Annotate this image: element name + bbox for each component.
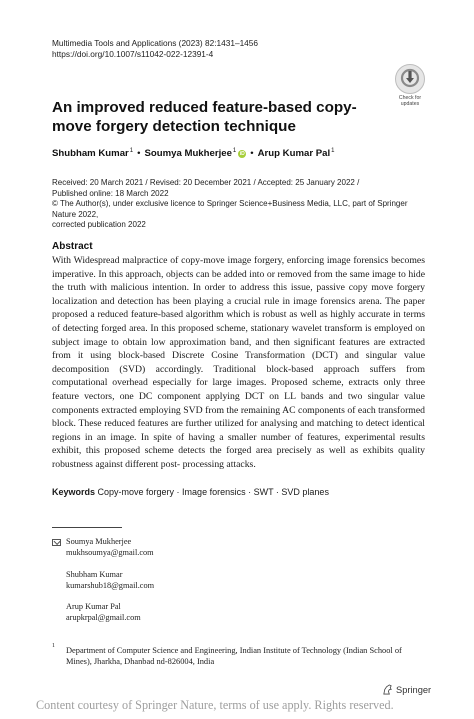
abstract-heading: Abstract: [52, 241, 93, 252]
contact-block: [66, 537, 154, 559]
author-list: Shubham Kumar $^1$ • Soumya Mukherjee $^1$ iD • Arup Kumar Pal $^1$: [52, 147, 335, 159]
badge-line-1: Check for: [398, 95, 422, 101]
doi-link[interactable]: https://doi.org/10.1007/s11042-022-12391-4: [52, 48, 214, 59]
contact-email[interactable]: arupkrpal@gmail.com: [66, 612, 141, 622]
affiliation-number: 1: [52, 643, 55, 649]
contact-name: Arup Kumar Pal: [66, 602, 121, 611]
author-name[interactable]: Arup Kumar Pal: [257, 148, 331, 159]
abstract-text: With Widespread malpractice of copy-move image forgery, enforcing image forensics becomes imperative. In this approach, objects can be added into or removed from the same image to hide the truth with malicious intention. In order to address this issue, passive copy move forgery localization and detection has been playing a crucial rule in image forensics arena. The paper proposed a reduced feature-based algorithm which is robust as well as highly accurate in terms of detecting forged area. In this proposed scheme, stationary wavelet transform is employed on subject image to obtain low approximation band, and then significant features are extracted from it using block-based Discrete Cosine Transformation (DCT) and singular value decomposition (SVD) accordingly. Traditional block-based approach suffers from computational overhead especially for large images. Proposed scheme, extracts only three feature vectors, one DC component applying DCT on LL bands and two singular value components extracted employing SVD from the remaining AC components of each transformed block. These reduced features are further utilized for analysing and matching to detect identical regions in an image. In spite of having a smaller number of features, experimental results exhibit, this proposed scheme detects the forged area precisely as well as exhibits quality robustness against different post- processing attacks.: [52, 255, 425, 470]
footnote-divider: [52, 527, 122, 528]
copyright-line: corrected publication 2022: [52, 220, 146, 229]
check-for-updates-icon: [395, 64, 425, 94]
courtesy-footer: Content courtesy of Springer Nature, terms of use apply. Rights reserved.: [36, 698, 394, 712]
keywords-list: Copy-move forgery · Image forensics · SWT · SVD planes: [97, 487, 329, 497]
contact-block: [66, 570, 154, 592]
dates-line: Published online: 18 March 2022: [52, 188, 169, 198]
publisher-name: Springer: [396, 684, 432, 695]
publication-history: [52, 178, 432, 231]
journal-header: [52, 38, 258, 59]
springer-horse-icon: [382, 684, 393, 695]
journal-citation: Multimedia Tools and Applications (2023) 82:1431–1456: [52, 38, 259, 48]
badge-line-2: updates: [400, 101, 420, 107]
contact-name: Shubham Kumar: [66, 570, 123, 579]
contact-email[interactable]: mukhsoumya@gmail.com: [66, 547, 154, 557]
check-for-updates-badge[interactable]: [391, 64, 429, 107]
keywords: [52, 487, 329, 497]
author-name[interactable]: Soumya Mukherjee: [144, 148, 232, 159]
author-affiliation-mark: 1: [129, 147, 134, 154]
author-affiliation-mark: 1: [331, 147, 335, 154]
orcid-icon[interactable]: iD: [239, 150, 245, 157]
author-name[interactable]: Shubham Kumar: [52, 148, 129, 159]
contact-email[interactable]: kumarshub18@gmail.com: [66, 580, 155, 590]
dates-line: Received: 20 March 2021 / Revised: 20 December 2021 / Accepted: 25 January 2022 /: [52, 178, 360, 187]
springer-logo: [382, 684, 431, 695]
mail-icon: [52, 539, 61, 546]
keywords-label: Keywords: [52, 487, 96, 497]
contact-name: Soumya Mukherjee: [66, 537, 132, 546]
author-affiliation-mark: 1: [232, 147, 237, 154]
affiliation-text: Department of Computer Science and Engineering, Indian Institute of Technology (Indian School of Mines), Jharkha, Dhanbad nd-826004, India: [66, 646, 402, 666]
paper-title: An improved reduced feature-based copy-move forgery detection technique: [52, 99, 357, 135]
contact-block: [66, 602, 141, 624]
copyright-line: © The Author(s), under exclusive licence to Springer Science+Business Media, LLC, part of Springer Nature 2022,: [52, 199, 408, 219]
